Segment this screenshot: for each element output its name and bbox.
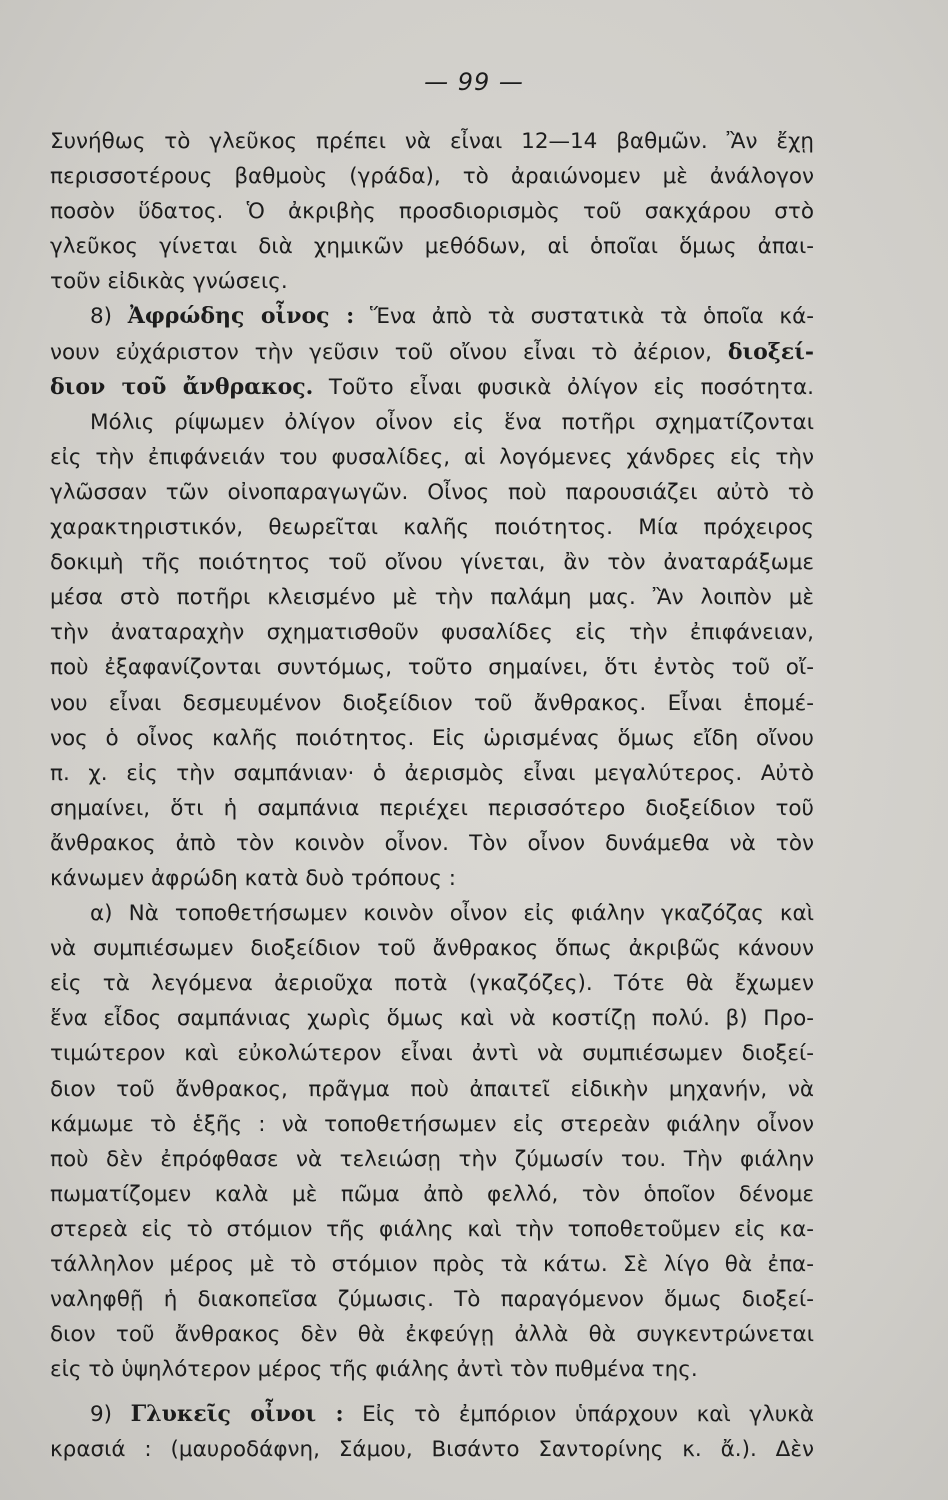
text-line: νος ὁ οἶνος καλῆς ποιότητος. Εἰς ὡρισμένας ὅμως εἴδη οἴνου [50,725,814,751]
text-line: διον τοῦ ἄνθρακος δὲν θὰ ἐκφεύγῃ ἀλλὰ θὰ συγκεντρώνεται [50,1322,814,1348]
text-line: Συνήθως τὸ γλεῦκος πρέπει νὰ εἶναι 12—14 βαθμῶν. Ἂν ἔχῃ [50,129,814,154]
text-line: ἕνα εἶδος σαμπάνιας χωρὶς ὅμως καὶ νὰ κοστίζῃ πολύ. β) Προ- [50,1006,814,1032]
text-line: τὴν ἀναταραχὴν σχηματισθοῦν φυσαλίδες εἰς τὴν ἐπιφάνειαν, [50,620,814,646]
text-line: νου εἶναι δεσμευμένον διοξείδιον τοῦ ἄνθρακος. Εἶναι ἑπομέ- [50,690,814,716]
text-line: εἰς τὸ ὑψηλότερον μέρος τῆς φιάλης ἀντὶ τὸν πυθμένα της. [50,1357,698,1383]
text-line: ποσὸν ὕδατος. Ὁ ἀκριβὴς προσδιορισμὸς τοῦ σακχάρου στὸ [50,199,814,225]
text-line: τιμώτερον καὶ εὐκολώτερον εἶναι ἀντὶ νὰ συμπιέσωμεν διοξεί- [50,1041,814,1067]
text-line: τάλληλον μέρος μὲ τὸ στόμιον πρὸς τὰ κάτω. Σὲ λίγο θὰ ἐπα- [50,1252,814,1277]
text-line: περισσοτέρους βαθμοὺς (γράδα), τὸ ἀραιώνομεν μὲ ἀνάλογον [50,164,814,190]
section-number: 8) [90,304,128,330]
text-line: Μόλις ρίψωμεν ὀλίγον οἶνον εἰς ἕνα ποτῆρι σχηματίζονται [90,409,814,435]
bold-term: διον τοῦ ἄνθρακος. [50,373,314,400]
text-line: ποὺ ἐξαφανίζονται συντόμως, τοῦτο σημαίνει, ὅτι ἐντὸς τοῦ οἴ- [50,655,814,681]
text-line [50,335,814,370]
text-fragment: νουν εὐχάριστον τὴν γεῦσιν τοῦ οἴνου εἶναι τὸ ἀέριον, [50,339,728,365]
text-line: κάμωμε τὸ ἑξῆς : νὰ τοποθετήσωμεν εἰς στερεὰν φιάλην οἶνον [50,1111,814,1137]
text-fragment: Ἕνα ἀπὸ τὰ συστατικὰ τὰ ὁποῖα κά- [354,304,814,330]
page-number: — 99 — [424,68,524,96]
text-line: κάνωμεν ἀφρώδη κατὰ δυὸ τρόπους : [50,865,456,891]
text-line: γλεῦκος γίνεται διὰ χημικῶν μεθόδων, αἱ ὁποῖαι ὅμως ἀπαι- [50,234,814,260]
text-fragment: Εἰς τὸ ἐμπόριον ὑπάρχουν καὶ γλυκὰ [343,1402,815,1428]
text-line: ἄνθρακος ἀπὸ τὸν κοινὸν οἶνον. Τὸν οἶνον δυνάμεθα νὰ τὸν [50,830,814,856]
text-line: π. χ. εἰς τὴν σαμπάνιαν· ὁ ἀερισμὸς εἶναι μεγαλύτερος. Αὐτὸ [50,760,814,786]
section-number: 9) [90,1402,131,1428]
text-line: α) Νὰ τοποθετήσωμεν κοινὸν οἶνον εἰς φιάλην γκαζόζας καὶ [90,901,814,927]
text-line: γλῶσσαν τῶν οἰνοπαραγωγῶν. Οἶνος ποὺ παρουσιάζει αὐτὸ τὸ [50,479,814,505]
text-line: εἰς τὰ λεγόμενα ἀεριοῦχα ποτὰ (γκαζόζες). Τότε θὰ ἔχωμεν [50,971,814,997]
text-line: τοῦν εἰδικὰς γνώσεις. [50,269,288,295]
text-line: μέσα στὸ ποτῆρι κλεισμένο μὲ τὴν παλάμη μας. Ἂν λοιπὸν μὲ [50,585,814,611]
section-heading: Γλυκεῖς οἶνοι : [130,1401,344,1428]
text-line: πωματίζομεν καλὰ μὲ πῶμα ἀπὸ φελλό, τὸν ὁποῖον δένομε [50,1181,814,1207]
text-fragment: Τοῦτο εἶναι φυσικὰ ὀλίγον εἰς ποσότητα. [313,374,814,400]
text-line: σημαίνει, ὅτι ἡ σαμπάνια περιέχει περισσότερο διοξείδιον τοῦ [50,795,814,821]
text-line: διον τοῦ ἄνθρακος, πρᾶγμα ποὺ ἀπαιτεῖ εἰδικὴν μηχανήν, νὰ [50,1076,814,1102]
text-line: κρασιά : (μαυροδάφνη, Σάμου, Βισάντο Σαντορίνης κ. ἄ.). Δὲν [50,1437,814,1463]
text-line: νὰ συμπιέσωμεν διοξείδιον τοῦ ἄνθρακος ὅπως ἀκριβῶς κάνουν [50,936,814,962]
text-line: ποὺ δὲν ἐπρόφθασε νὰ τελειώσῃ τὴν ζύμωσίν του. Τὴν φιάλην [50,1146,814,1172]
text-line: εἰς τὴν ἐπιφάνειάν του φυσαλίδες, αἱ λογόμενες χάνδρες εἰς τὴν [50,444,814,470]
section-heading: Ἀφρώδης οἶνος : [127,303,355,330]
text-line: ναληφθῇ ἡ διακοπεῖσα ζύμωσις. Τὸ παραγόμενον ὅμως διοξεί- [50,1287,814,1313]
text-line: δοκιμὴ τῆς ποιότητος τοῦ οἴνου γίνεται, ἂν τὸν ἀναταράξωμε [50,550,814,576]
text-line [50,370,814,405]
section-8-heading-line [50,299,814,334]
body-text [50,124,814,1468]
bold-term: διοξεί- [727,338,814,365]
text-line: χαρακτηριστικόν, θεωρεῖται καλῆς ποιότητος. Μία πρόχειρος [50,515,814,541]
section-9-heading-line [50,1397,814,1432]
text-line: στερεὰ εἰς τὸ στόμιον τῆς φιάλης καὶ τὴν τοποθετοῦμεν εἰς κα- [50,1216,814,1242]
